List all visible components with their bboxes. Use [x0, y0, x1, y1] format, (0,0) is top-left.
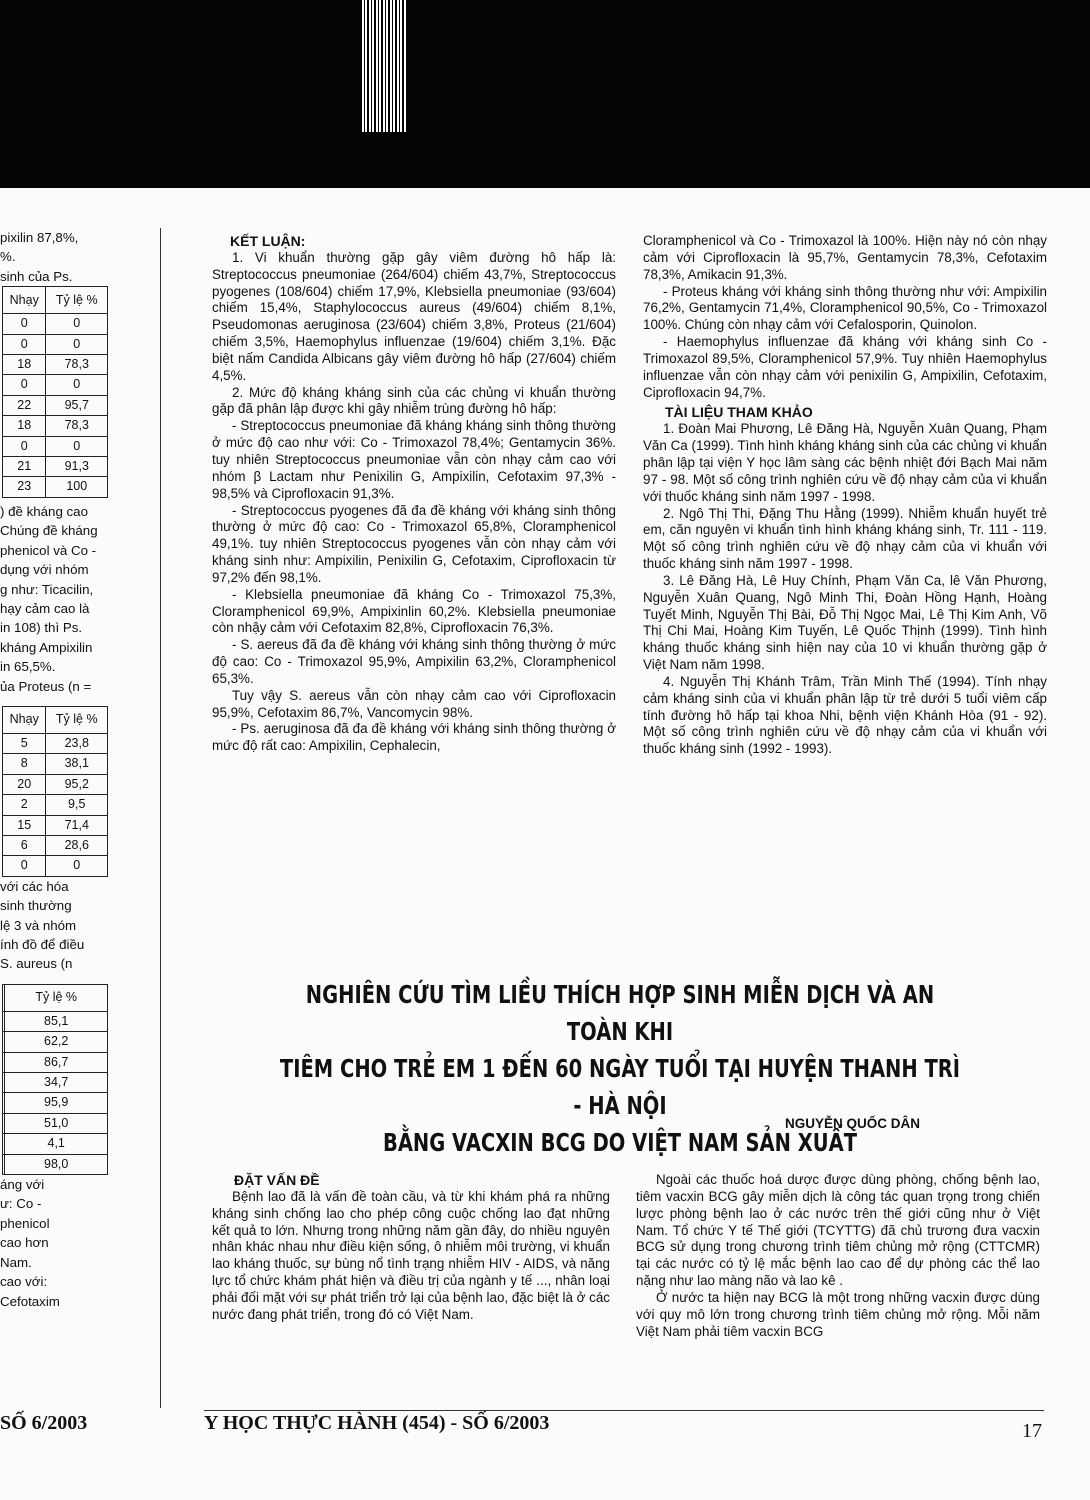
table-cell: 18: [3, 355, 46, 375]
table-row: [3, 1073, 108, 1093]
conclusion-paragraph: - Klebsiella pneumoniae đã kháng Co - Trimoxazol 75,3%, Cloramphenicol 69,9%, Ampixinlin 60,2%. Klebsiella pneumoniae còn nhậy cảm với Cefotaxim 82,8%, Ciprofloxacin 76,3%.: [212, 586, 616, 636]
table-cell: 98,0: [5, 1154, 108, 1174]
table-cell: 18: [3, 416, 46, 436]
table-cell: 15: [3, 815, 46, 835]
conclusion-paragraph: 2. Mức độ kháng kháng sinh của các chủng vi khuẩn thường gặp đã phân lập được khi gây nhiễm trùng đường hô hấp:: [212, 384, 616, 417]
table-row: [3, 1032, 108, 1052]
conclusion-paragraph: - Haemophylus influenzae đã kháng với kháng sinh Co - Trimoxazol 89,5%, Cloramphenicol 57,9%. Tuy nhiên Haemophylus influenzae vẫn còn nhạy cảm với penixilin G, Ampixilin, Cefotaxim, Ciprofloxacin 94,7%.: [643, 334, 1047, 400]
table-cell: 95,9: [5, 1093, 108, 1113]
table-cell: 2: [3, 795, 46, 815]
table-row: [3, 416, 108, 436]
left-strip-line: %.: [0, 249, 16, 265]
table-cell: 22: [3, 395, 46, 415]
left-strip-line: cao hơn: [0, 1235, 49, 1251]
article-title: [277, 976, 963, 1161]
left-strip-line: với các hóa: [0, 878, 69, 894]
barcode-mark: [362, 0, 406, 132]
table-cell: 100: [46, 477, 108, 497]
left-strip-line: ủa Proteus (n =: [0, 678, 92, 694]
table-cell: 20: [3, 774, 46, 794]
left-strip-line: in 65,5%.: [0, 659, 56, 675]
left-table-2: [2, 706, 108, 877]
intro-paragraph: Bệnh lao đã là vấn đề toàn cầu, và từ khi khám phá ra những kháng sinh chống lao cho phép công cuộc chống lao đạt những kết quả to lớn. Nhưng trong những năm gần đây, do nhiều nguyên nhân khác nhau như điều kiện sống, ô nhiễm môi trường, vi khuẩn lao kháng thuốc, sự bùng nổ tình trạng nhiễm HIV - AIDS, và năng lực tổ chức khám phát hiện và điều trị của ngành y tế ..., nhân loại phải đối mặt với sự phát triển trở lại của bệnh lao, đặc biệt là ở các nước đang phát triển, trong đó có Việt Nam.: [212, 1188, 610, 1322]
reference-item: 1. Đoàn Mai Phương, Lê Đăng Hà, Nguyễn Xuân Quang, Phạm Văn Ca (1999). Tình hình kháng kháng sinh của các chủng vi khuẩn phân lập tại viện Y học lâm sàng các bệnh nhiệt đới Bạch Mai năm 97 - 98. Một số công trình nghiên cứu về độ nhạy cảm của vi khuẩn với thuốc kháng sinh năm 1997 - 1998.: [643, 421, 1047, 504]
left-strip-line: phenicol và Co -: [0, 542, 97, 558]
conclusion-paragraph: 1. Vi khuẩn thường gặp gây viêm đường hô hấp là: Streptococcus pneumoniae (264/604) chiếm 43,7%, Streptococcus pyogenes (108/604) chiếm 17,9%, Klebsiella pneumoniae (93/604) chiếm 15,4%, Staphylococcus aureus (49/604) chiếm 8,1%, Pseudomonas aeruginosa (23/604) chiếm 3,8%, Proteus (21/604) chiếm 3,5%, Haemophylus influenzae (19/604) chiếm 3,1%. Đặc biệt nấm Candida Albicans gây viêm đường hô hấp (27/604) chiếm 4,5%.: [212, 249, 616, 383]
table-row: [3, 477, 108, 497]
table-row: [3, 733, 108, 753]
table-header-cell: Nhạy: [3, 706, 46, 733]
table-cell: 28,6: [46, 835, 108, 855]
table-cell: 0: [3, 334, 46, 354]
table-row: [3, 795, 108, 815]
table-row: [3, 835, 108, 855]
conclusion-paragraph: - Streptococcus pyogenes đã đa đề kháng với kháng sinh thông thường ở mức độ cao: Co - Trimoxazol 65,8%, Cloramphenicol 49,1%. tuy nhiên Streptococcus pyogenes vẫn còn nhạy cảm với kháng sinh như: Ampixilin, Penixilin G, Cefotaxim, Ciprofloxacin từ 97,2% đến 98,1%.: [212, 502, 616, 585]
scan-top-band: [0, 0, 1090, 188]
article-author: NGUYỄN QUỐC DÂN: [784, 1116, 920, 1131]
table-row: [3, 774, 108, 794]
table-header-cell: Tỷ lệ %: [5, 984, 108, 1011]
section-heading: ĐẶT VẤN ĐỀ: [234, 1172, 320, 1188]
table-cell: 0: [46, 856, 108, 876]
conclusion-paragraph: - S. aereus đã đa đề kháng với kháng sinh thông thường ở mức độ cao: Co - Trimoxazol 95,9%, Ampixilin 63,2%, Cloramphenicol 65,3%.: [212, 637, 616, 686]
left-strip-line: Chúng đề kháng: [0, 523, 98, 539]
table-header-cell: Nhạy: [3, 287, 46, 314]
table-cell: 6: [3, 835, 46, 855]
conclusion-column: [212, 233, 616, 755]
left-strip-line: áng với: [0, 1177, 45, 1193]
table-cell: 34,7: [5, 1073, 108, 1093]
left-table-3: [2, 984, 108, 1175]
table-cell: 85,1: [5, 1011, 108, 1031]
table-row: [3, 395, 108, 415]
table-cell: 95,7: [46, 395, 108, 415]
column-divider: [160, 228, 161, 1408]
page-number: 17: [1022, 1420, 1042, 1442]
left-strip-line: ư: Co -: [0, 1196, 42, 1212]
reference-item: 3. Lê Đăng Hà, Lê Huy Chính, Phạm Văn Ca, lê Văn Phương, Nguyễn Xuân Quang, Ngô Minh Thi, Đoàn Hồng Hạnh, Hoàng Tuyết Minh, Nguyễn Thị Bài, Đỗ Thị Ngọc Mai, Lê Thị Kim Anh, Võ Thị Chi Mai, Hoàng Kim Tuyến, Lê Quốc Thịnh (1999). Tình hình kháng thuốc kháng sinh hiện nay của 10 vi khuẩn thường gặp ở Việt Nam năm 1998.: [643, 572, 1047, 673]
table-row: [3, 334, 108, 354]
table-cell: 62,2: [5, 1032, 108, 1052]
table-cell: 23: [3, 477, 46, 497]
table-cell: 0: [3, 314, 46, 334]
left-strip-line: hạy cảm cao là: [0, 600, 90, 616]
table-row: [3, 314, 108, 334]
table-cell: 4,1: [5, 1134, 108, 1154]
table-cell: 9,5: [46, 795, 108, 815]
conclusion-paragraph: Cloramphenicol và Co - Trimoxazol là 100%. Hiện này nó còn nhạy cảm với Ciprofloxacin là 95,7%, Gentamycin 78,3%, Cefotaxim 78,3%, Amikacin 91,3%.: [643, 233, 1047, 282]
references-heading: TÀI LIỆU THAM KHẢO: [665, 404, 813, 421]
table-row: [3, 1052, 108, 1072]
footer-rule: [204, 1410, 1044, 1411]
title-line-1: NGHIÊN CỨU TÌM LIỀU THÍCH HỢP SINH MIỄN DỊCH VÀ AN TOÀN KHI: [305, 980, 935, 1046]
table-header-cell: Tỷ lệ %: [46, 706, 108, 733]
table-cell: 0: [46, 375, 108, 395]
table-cell: 0: [46, 334, 108, 354]
table-row: [3, 457, 108, 477]
table-row: [3, 1134, 108, 1154]
left-strip-line: g như: Ticacilin,: [0, 581, 94, 597]
conclusion-column-continued: [643, 233, 1047, 758]
table-cell: 86,7: [5, 1052, 108, 1072]
conclusion-paragraph: - Streptococcus pneumoniae đã kháng kháng sinh thông thường ở mức độ cao như với: Co - Trimoxazol 78,4%; Gentamycin 36%. tuy nhiên Streptococcus pneumoniae vẫn còn nhạy cảm cao với nhóm β Lactam như Penixilin G, Ampixilin, Cefotaxim 97,3% - 98,5% và Ciprofloxacin 91,3%.: [212, 418, 616, 501]
title-line-3: BẰNG VACXIN BCG DO VIỆT NAM SẢN XUẤT: [382, 1128, 858, 1157]
table-row: [3, 375, 108, 395]
table-cell: 8: [3, 754, 46, 774]
left-strip-line: ính đồ để điều: [0, 937, 85, 952]
table-cell: 0: [3, 856, 46, 876]
reference-item: 4. Nguyễn Thị Khánh Trâm, Trần Minh Thế (1994). Tính nhạy cảm kháng sinh của vi khuẩn phân lập từ trẻ dưới 5 tuổi viêm cấp tính đường hô hấp tại khoa Nhi, bệnh viện Khánh Hòa (91 - 92). Một số công trình nghiên cứu về độ nhạy cảm của vi khuẩn với thuốc kháng sinh (1992 - 1993).: [643, 673, 1047, 757]
intro-column-1: [212, 1172, 610, 1324]
left-footer: SỐ 6/2003: [0, 1412, 88, 1434]
left-strip-line: sinh của Ps.: [0, 268, 73, 284]
conclusion-paragraph: - Ps. aeruginosa đã đa đề kháng với kháng sinh thông thường ở mức độ rất cao: Ampixilin, Cephalecin,: [212, 721, 616, 754]
left-strip-line: S. aureus (n: [0, 956, 73, 972]
table-cell: 38,1: [46, 754, 108, 774]
table-cell: 95,2: [46, 774, 108, 794]
left-strip-line: kháng Ampixilin: [0, 639, 93, 655]
left-strip-line: ) đề kháng cao: [0, 503, 88, 519]
left-strip-line: sinh thường: [0, 898, 72, 914]
conclusion-paragraph: - Proteus kháng với kháng sinh thông thường như với: Ampixilin 76,2%, Gentamycin 71,4%, Cloramphenicol 90,5%, Co - Trimoxazol 100%. Chúng còn nhạy cảm với Cefalosporin, Quinolon.: [643, 283, 1047, 333]
left-cropped-column: [0, 228, 114, 1418]
table-cell: 0: [46, 436, 108, 456]
left-strip-line: phenicol: [0, 1215, 50, 1231]
table-row: [3, 1113, 108, 1133]
table-cell: 78,3: [46, 416, 108, 436]
table-cell: 71,4: [46, 815, 108, 835]
intro-column-2: [636, 1172, 1040, 1340]
intro-paragraph: Ngoài các thuốc hoá dược được dùng phòng, chống bệnh lao, tiêm vacxin BCG gây miễn dịch là công tác quan trọng trong chiến lược phòng bệnh lao ở các nước trên thế giới cũng như ở Việt Nam. Tổ chức Y tế Thế giới (TCYTTG) đã chủ trương đưa vacxin BCG sử dụng trong chương trình tiêm chủng mở rộng (CTTCMR) tại các nước có tỷ lệ mắc bệnh lao cao để dự phòng các thể lao nặng như lao màng não và lao kê .: [636, 1172, 1040, 1289]
table-row: [3, 1154, 108, 1174]
left-table-1: [2, 286, 108, 498]
table-row: [3, 815, 108, 835]
left-strip-line: dụng với nhóm: [0, 562, 89, 578]
intro-paragraph: Ở nước ta hiện nay BCG là một trong những vacxin được dùng với quy mô lớn trong chương trình tiêm chủng mở rộng. Mỗi năm Việt Nam phải tiêm vacxin BCG: [636, 1289, 1040, 1339]
conclusion-paragraph: Tuy vậy S. aereus vẫn còn nhạy cảm cao với Ciprofloxacin 95,9%, Cefotaxim 86,7%, Vancomycin 98%.: [212, 687, 616, 720]
journal-footer: Y HỌC THỰC HÀNH (454) - SỐ 6/2003: [204, 1412, 550, 1434]
table-cell: 5: [3, 733, 46, 753]
title-line-2: TIÊM CHO TRẺ EM 1 ĐẾN 60 NGÀY TUỔI TẠI HUYỆN THANH TRÌ - HÀ NỘI: [279, 1054, 961, 1120]
table-cell: 51,0: [5, 1113, 108, 1133]
table-row: [3, 355, 108, 375]
left-strip-line: in 108) thì Ps.: [0, 620, 83, 636]
left-strip-line: pixilin 87,8%,: [0, 230, 79, 245]
table-row: [3, 1093, 108, 1113]
left-strip-line: cao với:: [0, 1274, 48, 1290]
table-header-cell: Tỷ lệ %: [46, 287, 108, 314]
left-strip-line: Cefotaxim: [0, 1293, 60, 1309]
conclusion-heading: KẾT LUẬN:: [230, 233, 306, 249]
table-cell: 23,8: [46, 733, 108, 753]
table-row: [3, 436, 108, 456]
table-cell: 0: [3, 436, 46, 456]
table-cell: 0: [3, 375, 46, 395]
table-row: [3, 856, 108, 876]
left-strip-line: Nam.: [0, 1254, 32, 1270]
reference-item: 2. Ngô Thị Thi, Đặng Thu Hằng (1999). Nhiễm khuẩn huyết trẻ em, căn nguyên vi khuẩn tình hình kháng kháng sinh, Tr. 111 - 119. Một số công trình nghiên cứu về độ nhạy cảm của vi khuẩn với thuốc kháng sinh năm 1997 - 1998.: [643, 505, 1047, 572]
table-cell: 78,3: [46, 355, 108, 375]
table-cell: 0: [46, 314, 108, 334]
table-cell: 21: [3, 457, 46, 477]
table-cell: 91,3: [46, 457, 108, 477]
left-strip-line: lệ 3 và nhóm: [0, 917, 77, 933]
table-row: [3, 1011, 108, 1031]
table-row: [3, 754, 108, 774]
